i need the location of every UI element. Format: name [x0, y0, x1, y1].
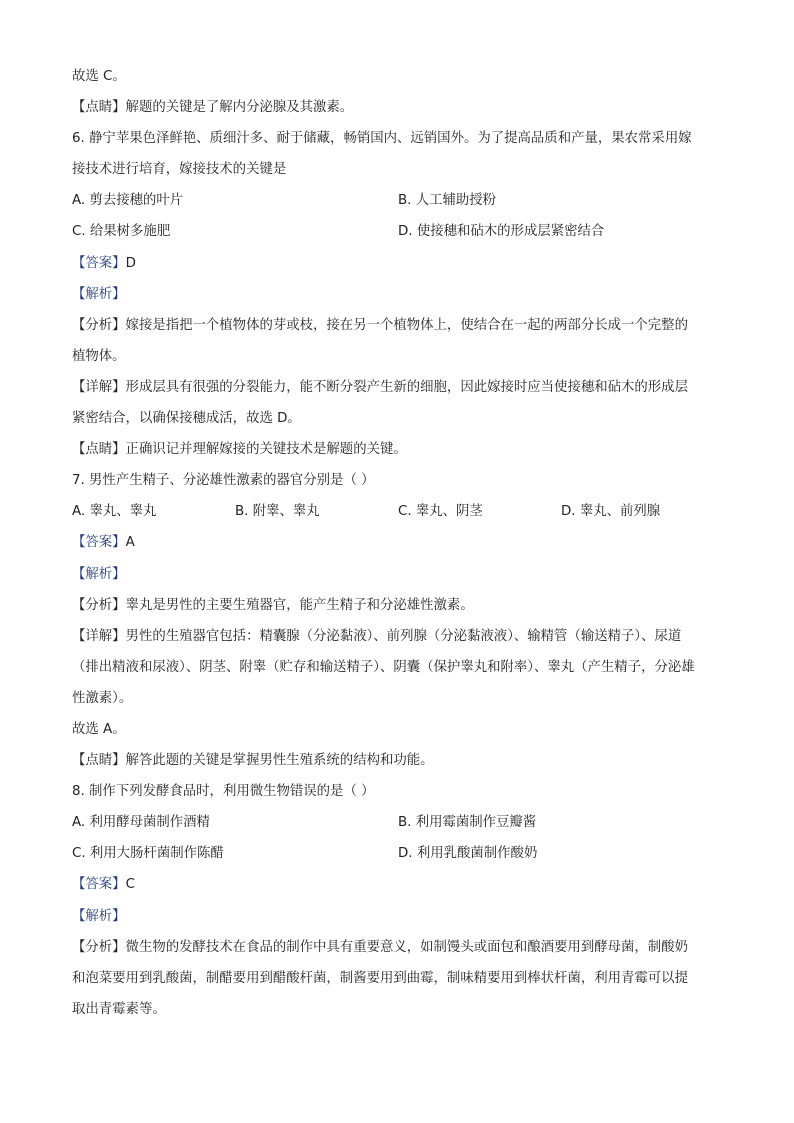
question-6-option-a: A. 剪去接穗的叶片: [72, 193, 184, 209]
question-6-option-b: B. 人工辅助授粉: [398, 193, 497, 209]
question-8-option-a: A. 利用酵母菌制作酒精: [72, 815, 210, 831]
question-7-stem: 7. 男性产生精子、分泌雄性激素的器官分别是（ ）: [72, 473, 375, 489]
question-6-stem-cont: 接技术进行培育，嫁接技术的关键是: [72, 162, 287, 178]
question-8-stem: 8. 制作下列发酵食品时，利用微生物错误的是（ ）: [72, 784, 375, 800]
question-7-detail: 【详解】男性的生殖器官包括：精囊腺（分泌黏液）、前列腺（分泌黏液液）、输精管（输送精子）、尿道: [72, 628, 682, 644]
question-6-option-c: C. 给果树多施肥: [72, 224, 171, 240]
question-7-analysis-heading: [72, 559, 724, 590]
question-6-fenxi: 【分析】嫁接是指把一个植物体的芽或枝，接在另一个植物体上，使结合在一起的两部分长成一个完整的: [72, 317, 688, 333]
question-8-fenxi-cont-2: 取出青霉素等。: [72, 1001, 166, 1017]
page-content: [72, 61, 724, 1025]
question-8-answer: [72, 869, 724, 900]
question-8-option-c: C. 利用大肠杆菌制作陈醋: [72, 846, 224, 862]
question-6-detail: 【详解】形成层具有很强的分裂能力，能不断分裂产生新的细胞，因此嫁接时应当使接穗和砧木的形成层: [72, 379, 688, 395]
question-7-options-row: [72, 496, 724, 527]
question-7-conclusion: 故选 A。: [72, 721, 126, 737]
analysis-tag: 【解析】: [72, 566, 126, 582]
question-6-fenxi-cont: 植物体。: [72, 348, 126, 364]
question-6-key-point: 【点睛】正确识记并理解嫁接的关键技术是解题的关键。: [72, 442, 407, 458]
question-8-options-row-1: [72, 807, 724, 838]
question-7-option-d: D. 睾丸、前列腺: [561, 504, 661, 520]
question-7-option-a: A. 睾丸、睾丸: [72, 504, 157, 520]
question-8-options-row-2: [72, 838, 724, 869]
answer-value: A: [125, 535, 135, 551]
question-7-key-point: 【点睛】解答此题的关键是掌握男性生殖系统的结构和功能。: [72, 753, 434, 769]
question-8-fenxi: 【分析】微生物的发酵技术在食品的制作中具有重要意义，如制馒头或面包和酿酒要用到酵母菌，制酸奶: [72, 939, 688, 955]
conclusion-line: 故选 C。: [72, 69, 126, 84]
key-point-line: 【点睛】解题的关键是了解内分泌腺及其激素。: [72, 100, 354, 116]
question-7-option-b: B. 附睾、睾丸: [235, 504, 320, 520]
question-7-detail-cont-2: 性激素）。: [72, 690, 133, 706]
answer-value: C: [125, 877, 135, 893]
analysis-tag: 【解析】: [72, 908, 126, 924]
question-8-option-b: B. 利用霉菌制作豆瓣酱: [398, 815, 537, 831]
answer-tag: 【答案】: [72, 535, 126, 551]
question-6-option-d: D. 使接穗和砧木的形成层紧密结合: [398, 224, 605, 240]
question-6-analysis-heading: [72, 279, 724, 310]
analysis-tag: 【解析】: [72, 286, 126, 302]
question-7-option-c: C. 睾丸、阴茎: [398, 504, 483, 520]
question-8-option-d: D. 利用乳酸菌制作酸奶: [398, 846, 538, 862]
question-8-analysis-heading: [72, 901, 724, 932]
answer-tag: 【答案】: [72, 877, 126, 893]
answer-tag: 【答案】: [72, 255, 126, 271]
question-7-answer: [72, 527, 724, 558]
question-8-fenxi-cont-1: 和泡菜要用到乳酸菌，制醋要用到醋酸杆菌，制酱要用到曲霉，制味精要用到棒状杆菌，利用青霉可以提: [72, 970, 688, 986]
question-6-detail-cont: 紧密结合，以确保接穗成活，故选 D。: [72, 411, 301, 427]
question-6-options-row-1: [72, 185, 724, 216]
question-6-options-row-2: [72, 216, 724, 247]
question-6-stem: 6. 静宁苹果色泽鲜艳、质细汁多、耐于储藏，畅销国内、远销国外。为了提高品质和产量，果农常采用嫁: [72, 131, 692, 147]
question-7-fenxi: 【分析】睾丸是男性的主要生殖器官，能产生精子和分泌雄性激素。: [72, 597, 474, 613]
question-6-answer: [72, 248, 724, 279]
question-7-detail-cont-1: （排出精液和尿液）、阴茎、附睾（贮存和输送精子）、阴囊（保护睾丸和附率）、睾丸（产生精子，分泌雄: [72, 659, 695, 675]
answer-value: D: [125, 255, 136, 271]
